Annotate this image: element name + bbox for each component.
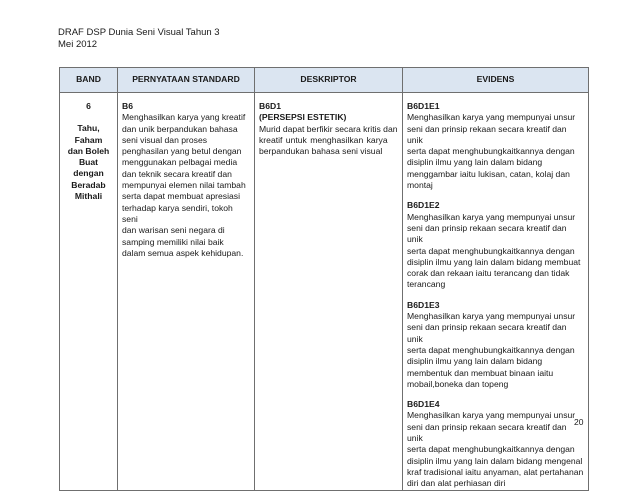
evidens-line: kraf tradisional iaitu anyaman, alat pertahanan <box>407 466 584 477</box>
standard-code: B6 <box>122 101 133 111</box>
standard-line: mempunyai elemen nilai tambah <box>122 180 246 191</box>
evidens-line: seni dan prinsip rekaan secara kreatif dan unik <box>407 123 567 145</box>
standard-line: dan unik berpandukan bahasa <box>122 123 238 134</box>
band-line: Buat dengan <box>73 157 104 179</box>
evidens-line: disiplin ilmu yang lain dalam bidang <box>407 157 543 168</box>
evidens-line: serta dapat menghubungkaitkannya dengan <box>407 344 575 355</box>
col-header-band: BAND <box>60 68 118 93</box>
evidens-item <box>407 399 584 489</box>
standard-line: dan warisan seni negara di <box>122 225 225 236</box>
evidens-line: Menghasilkan karya yang mempunyai unsur <box>407 112 576 123</box>
standard-line: dalam semua aspek kehidupan. <box>122 247 244 258</box>
descriptor-line: kreatif untuk menghasilkan karya <box>259 134 388 145</box>
standard-line: dan teknik secara kreatif dan <box>122 168 232 179</box>
evidens-line: serta dapat menghubungkaitkannya dengan <box>407 146 575 157</box>
band-number: 6 <box>86 101 91 111</box>
evidens-line: seni dan prinsip rekaan secara kreatif dan unik <box>407 222 567 245</box>
evidens-code: B6D1E2 <box>407 200 440 211</box>
band-line: dan Boleh <box>67 145 110 156</box>
standard-line: samping memiliki nilai baik <box>122 236 224 247</box>
standard-line: serta dapat membuat apresiasi <box>122 191 240 202</box>
document-header <box>58 27 220 50</box>
evidens-line: serta dapat menghubungkaitkannya dengan <box>407 444 575 455</box>
evidens-code: B6D1E1 <box>407 101 440 111</box>
evidens-line: serta dapat menghubungkaitkannya dengan <box>407 245 575 256</box>
standard-cell <box>118 93 255 491</box>
header-date: Mei 2012 <box>58 38 98 50</box>
band-label <box>64 123 113 202</box>
evidens-line: disiplin ilmu yang lain dalam bidang <box>407 356 543 367</box>
evidens-line: terancang <box>407 279 446 290</box>
table-row <box>60 93 589 491</box>
evidens-code: B6D1E4 <box>407 399 440 410</box>
col-header-standard: PERNYATAAN STANDARD <box>118 68 255 93</box>
col-header-evidens: EVIDENS <box>403 68 589 93</box>
descriptor-line: berpandukan bahasa seni visual <box>259 146 383 157</box>
evidens-line: corak dan rekaan iaitu terancang dan tidak <box>407 268 570 279</box>
evidens-item <box>407 101 584 191</box>
band-line: Beradab <box>71 179 106 190</box>
col-header-descriptor: DESKRIPTOR <box>255 68 403 93</box>
evidens-line: Menghasilkan karya yang mempunyai unsur <box>407 410 576 421</box>
standard-line: penghasilan yang betul dengan <box>122 146 242 157</box>
evidens-line: mobail,boneka dan topeng <box>407 378 509 389</box>
descriptor-cell <box>255 93 403 491</box>
evidens-line: seni dan prinsip rekaan secara kreatif dan unik <box>407 322 567 344</box>
header-title: DRAF DSP Dunia Seni Visual Tahun 3 <box>58 27 220 38</box>
evidens-item <box>407 200 584 290</box>
evidens-line: membentuk dan membuat binaan iaitu <box>407 367 554 378</box>
evidens-line: Menghasilkan karya yang mempunyai unsur <box>407 211 576 222</box>
standard-line: seni visual dan proses <box>122 134 208 145</box>
band-cell <box>60 93 118 491</box>
standard-text <box>122 112 250 259</box>
evidens-item <box>407 300 584 390</box>
evidens-line: seni dan prinsip rekaan secara kreatif dan unik <box>407 421 567 444</box>
standard-line: Menghasilkan karya yang kreatif <box>122 112 246 123</box>
band-line: Tahu, Faham <box>74 123 103 145</box>
page-number: 20 <box>574 417 584 427</box>
evidens-line: disiplin ilmu yang lain dalam bidang membuat <box>407 256 581 267</box>
evidens-line: diri dan alat perhiasan diri <box>407 478 506 489</box>
evidens-cell <box>403 93 589 491</box>
standard-line: terhadap karya sendiri, tokoh seni <box>122 202 233 224</box>
table-header-row <box>60 68 589 93</box>
standard-line: menggunakan pelbagai media <box>122 157 238 168</box>
evidens-code: B6D1E3 <box>407 299 440 310</box>
descriptor-heading: (PERSEPSI ESTETIK) <box>259 112 347 123</box>
descriptor-line: Murid dapat berfikir secara kritis dan <box>259 123 398 134</box>
evidens-line: menggambar iaitu lukisan, catan, kolaj dan <box>407 168 570 179</box>
band-line: Mithali <box>74 191 103 202</box>
evidens-line: montaj <box>407 180 433 191</box>
descriptor-text <box>259 124 398 158</box>
evidens-line: Menghasilkan karya yang mempunyai unsur <box>407 311 576 322</box>
standard-table <box>59 67 589 491</box>
evidens-line: disiplin ilmu yang lain dalam bidang mengenal <box>407 455 583 466</box>
descriptor-code: B6D1 <box>259 101 281 111</box>
